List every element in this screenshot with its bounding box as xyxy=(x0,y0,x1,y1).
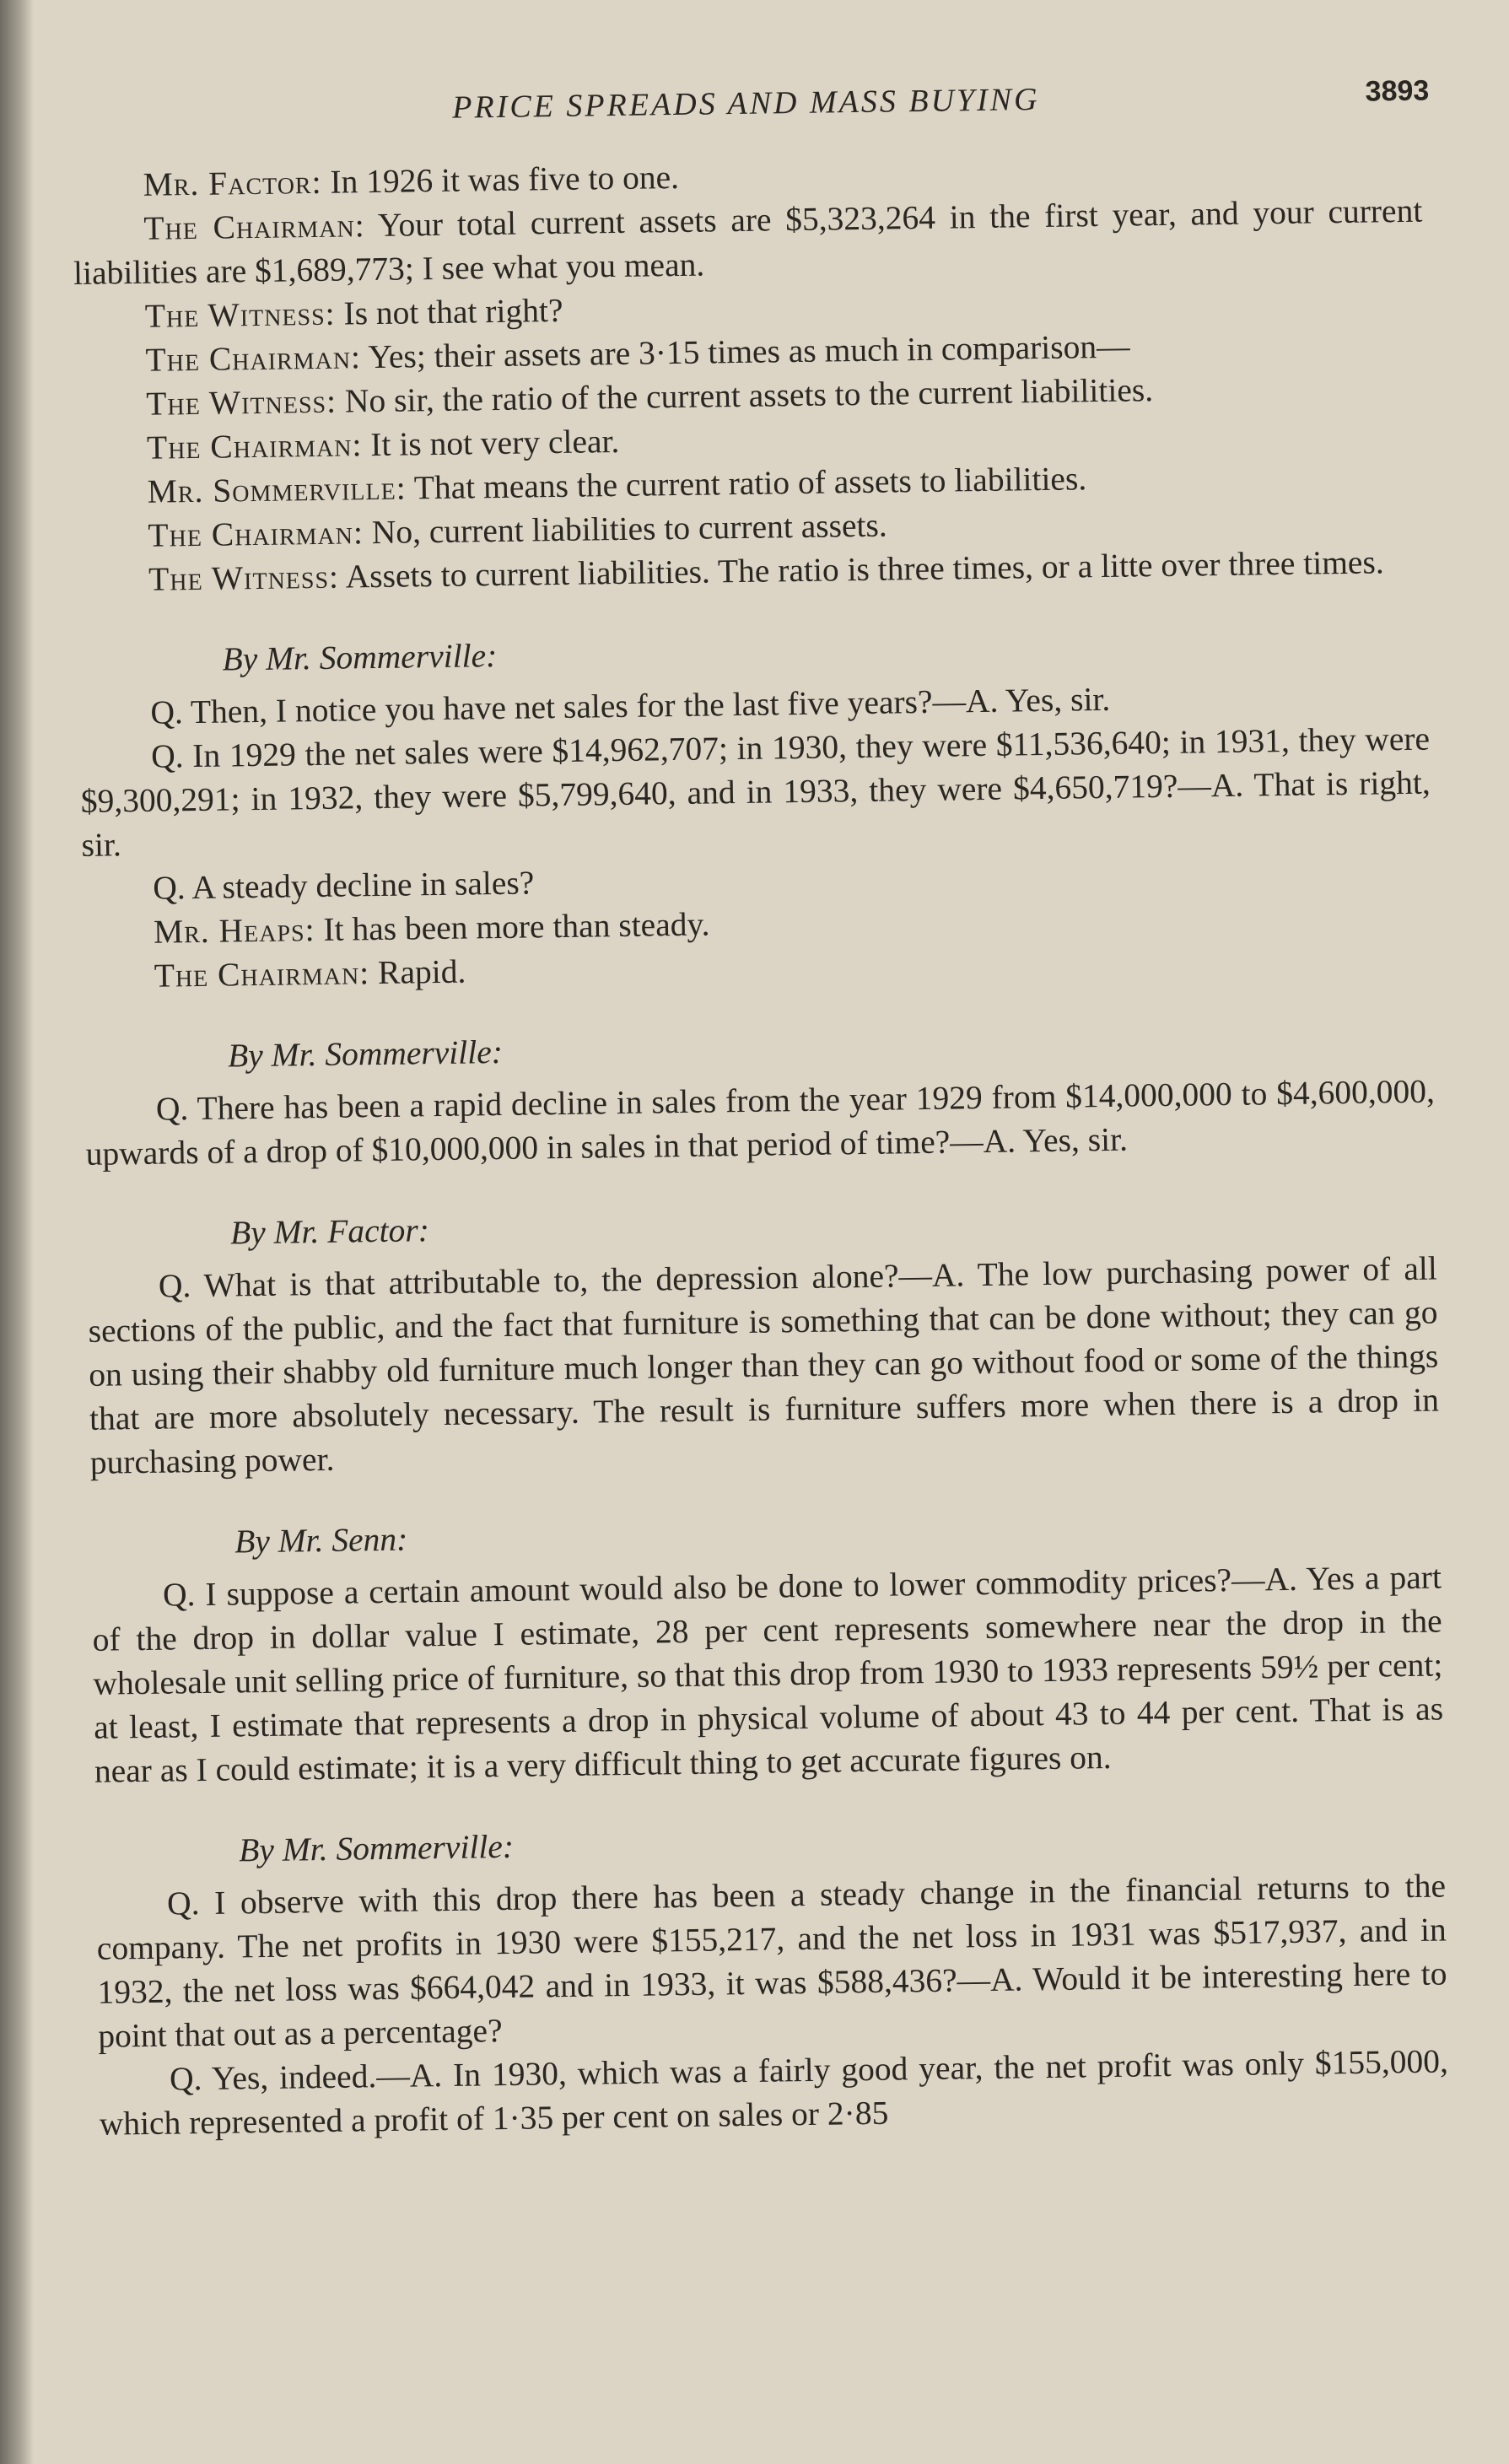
paragraph-text: Q. Then, I notice you have net sales for the last five years?—A. Yes, sir. xyxy=(150,680,1111,731)
transcript-paragraph xyxy=(99,2039,1449,2145)
paragraph-text: Assets to current liabilities. The ratio is three times, or a litte over three times. xyxy=(338,543,1384,596)
paragraph-text: That means the current ratio of assets to liabilities. xyxy=(406,460,1087,507)
examiner-heading: By Mr. Sommerville: xyxy=(227,1033,504,1075)
page-number: 3893 xyxy=(1365,74,1430,108)
speaker-name: Mr. Factor: xyxy=(143,163,322,203)
paragraph-text: Q. Yes, indeed.—A. In 1930, which was a fairly good year, the net profit was only $155,000, which represented a profit of 1·35 per cent on sales or 2·85 xyxy=(99,2042,1449,2143)
transcript-paragraph xyxy=(92,1555,1444,1793)
paragraph-text: It is not very clear. xyxy=(362,422,620,464)
paragraph-text: It has been more than steady. xyxy=(315,905,710,949)
transcript-body xyxy=(72,145,1449,2146)
running-head: PRICE SPREADS AND MASS BUYING xyxy=(451,81,1040,126)
speaker-name: The Chairman: xyxy=(154,954,370,995)
speaker-name: The Chairman: xyxy=(146,426,363,466)
examiner-heading: By Mr. Senn: xyxy=(234,1520,408,1561)
speaker-name: The Witness: xyxy=(144,294,336,335)
speaker-name: The Witness: xyxy=(148,558,340,598)
speaker-name: Mr. Sommerville: xyxy=(147,469,407,510)
speaker-name: The Chairman: xyxy=(145,338,362,379)
book-binding-shadow xyxy=(0,0,34,2464)
paragraph-text: Is not that right? xyxy=(335,291,563,332)
speaker-name: Mr. Heaps: xyxy=(153,911,315,951)
page-content xyxy=(71,66,1449,2146)
page-header xyxy=(71,66,1430,143)
examiner-heading: By Mr. Sommerville: xyxy=(238,1827,515,1869)
paragraph-text: Q. A steady decline in sales? xyxy=(153,864,535,907)
transcript-paragraph xyxy=(80,717,1431,867)
paragraph-text: Your total current assets are $5,323,264 in the first year, and your current liabilities are $1,689,773; I see what you mean. xyxy=(73,191,1423,292)
paragraph-text: Q. I suppose a certain amount would also be done to lower commodity prices?—A. Yes a part of the drop in dollar value I estimate, 28 per cent represents somewhere near the drop in the wholesale unit selling price of furniture, so that this drop from 1930 to 1933 represents 59½ per cent; at least, I estimate that represents a drop in physical volume of about 43 to 44 per cent. That is as near as I could estimate; it is a very difficult thing to get accurate figures on. xyxy=(92,1558,1444,1790)
paragraph-text: Rapid. xyxy=(369,952,466,992)
speaker-name: The Chairman: xyxy=(148,514,364,554)
transcript-paragraph xyxy=(88,1247,1440,1485)
paragraph-text: Yes; their assets are 3·15 times as much in comparison— xyxy=(360,327,1130,376)
paragraph-text: Q. I observe with this drop there has been a steady change in the financial returns to the company. The net profits in 1930 were $155,217, and the net loss in 1931 was $517,937, and in 1932, the net loss was $664,042 and in 1933, it was $588,436?—A. Would it be interesting here to point that out as a percentage? xyxy=(96,1867,1447,2055)
speaker-name: The Chairman: xyxy=(143,207,365,247)
paragraph-text: No sir, the ratio of the current assets to the current liabilities. xyxy=(336,371,1154,420)
paragraph-text: Q. What is that attributable to, the depression alone?—A. The low purchasing power of all sections of the public, and the fact that furniture is something that can be done without; they can go on using their shabby old furniture much longer than they can go without food or some of the things that are more absolutely necessary. The result is furniture suffers more when there is a drop in purchasing power. xyxy=(88,1249,1440,1481)
transcript-paragraph xyxy=(96,1863,1448,2057)
paragraph-text: In 1926 it was five to one. xyxy=(321,158,680,201)
transcript-paragraph xyxy=(85,1070,1436,1176)
paragraph-text: Q. In 1929 the net sales were $14,962,707; in 1930, they were $11,536,640; in 1931, they were $9,300,291; in 1932, they were $5,799,640, and in 1933, they were $4,650,719?—A. That is right, sir. xyxy=(80,720,1431,864)
paragraph-text: Q. There has been a rapid decline in sales from the year 1929 from $14,000,000 to $4,600,000, upwards of a drop of $10,000,000 in sales in that period of time?—A. Yes, sir. xyxy=(85,1072,1436,1173)
speaker-name: The Witness: xyxy=(145,382,337,423)
examiner-heading: By Mr. Factor: xyxy=(229,1211,430,1252)
examiner-heading: By Mr. Sommerville: xyxy=(222,637,498,678)
paragraph-text: No, current liabilities to current assets. xyxy=(363,506,887,552)
